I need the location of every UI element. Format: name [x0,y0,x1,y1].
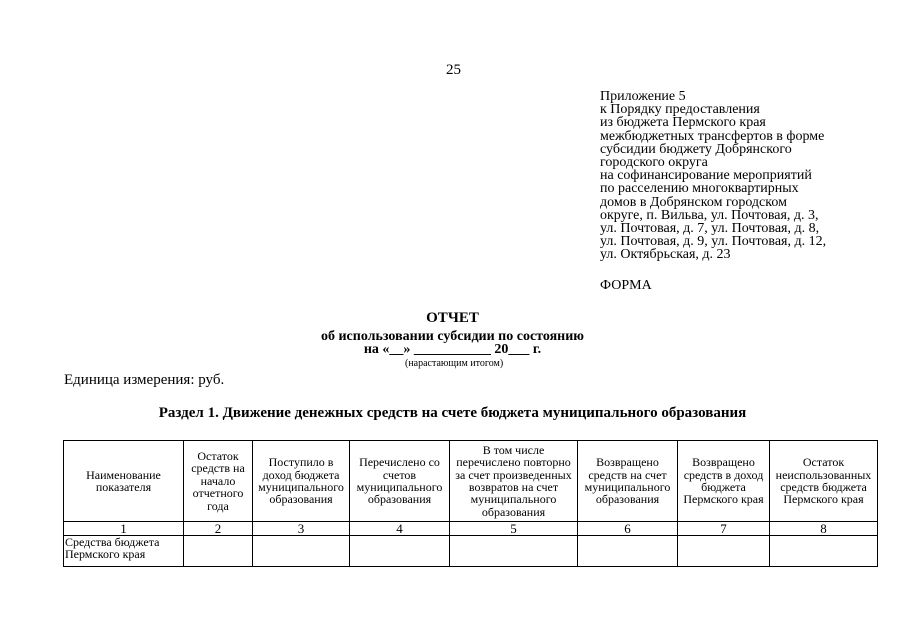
column-header: В том числе перечислено повторно за счет произведенных возвратов на счет муниципального образования [450,441,578,522]
column-number: 2 [184,522,253,536]
column-header: Наименование показателя [64,441,184,522]
report-date-line: на «__» ___________ 20___ г. [363,342,542,357]
appendix-line: домов в Добрянском городском [600,194,787,210]
appendix-line: ул. Почтовая, д. 9, ул. Почтовая, д. 12, [600,234,827,250]
table-header-row [64,441,878,522]
appendix-line: субсидии бюджету Добрянского [600,141,792,157]
appendix-line: по расселению многоквартирных [600,181,799,197]
report-title: ОТЧЕТ [426,310,479,326]
column-number: 8 [770,522,878,536]
column-header: Поступило в доход бюджета муниципального образования [253,441,350,522]
column-number: 1 [64,522,184,536]
column-number: 5 [450,522,578,536]
appendix-line: ул. Почтовая, д. 7, ул. Почтовая, д. 8, [600,221,820,237]
table-row [64,536,878,567]
column-header: Возвращено средств на счет муниципального образования [578,441,678,522]
report-note: (нарастающим итогом) [405,358,504,369]
appendix-line: округе, п. Вильва, ул. Почтовая, д. 3, [600,207,819,223]
table-cell [450,536,578,567]
movement-table [63,440,878,567]
section-title: Раздел 1. Движение денежных средств на счете бюджета муниципального образования [158,405,747,421]
appendix-line: городского округа [600,155,708,171]
appendix-line: ул. Октябрьская, д. 23 [600,247,731,263]
appendix-block [600,90,826,262]
table-cell [578,536,678,567]
appendix-line: на софинансирование мероприятий [600,168,812,184]
table-cell [678,536,770,567]
column-number-row [64,522,878,536]
form-label: ФОРМА [600,278,652,293]
column-number: 6 [578,522,678,536]
table-cell [184,536,253,567]
column-number: 3 [253,522,350,536]
column-number: 4 [350,522,450,536]
table-cell [253,536,350,567]
units-label: Единица измерения: руб. [64,372,225,388]
appendix-line: к Порядку предоставления [600,102,760,118]
table-cell [350,536,450,567]
column-header: Перечислено со счетов муниципального образования [350,441,450,522]
appendix-line: Приложение 5 [600,89,686,104]
appendix-line: межбюджетных трансфертов в форме [600,128,825,144]
page-number: 25 [446,62,461,78]
row-label: Средства бюджета Пермского края [64,536,184,567]
table-cell [770,536,878,567]
report-subtitle: об использовании субсидии по состоянию [320,329,585,344]
column-header: Возвращено средств в доход бюджета Пермского края [678,441,770,522]
report-subtitle-block [0,330,905,356]
column-number: 7 [678,522,770,536]
column-header: Остаток неиспользованных средств бюджета Пермского края [770,441,878,522]
column-header: Остаток средств на начало отчетного года [184,441,253,522]
appendix-line: из бюджета Пермского края [600,115,766,131]
